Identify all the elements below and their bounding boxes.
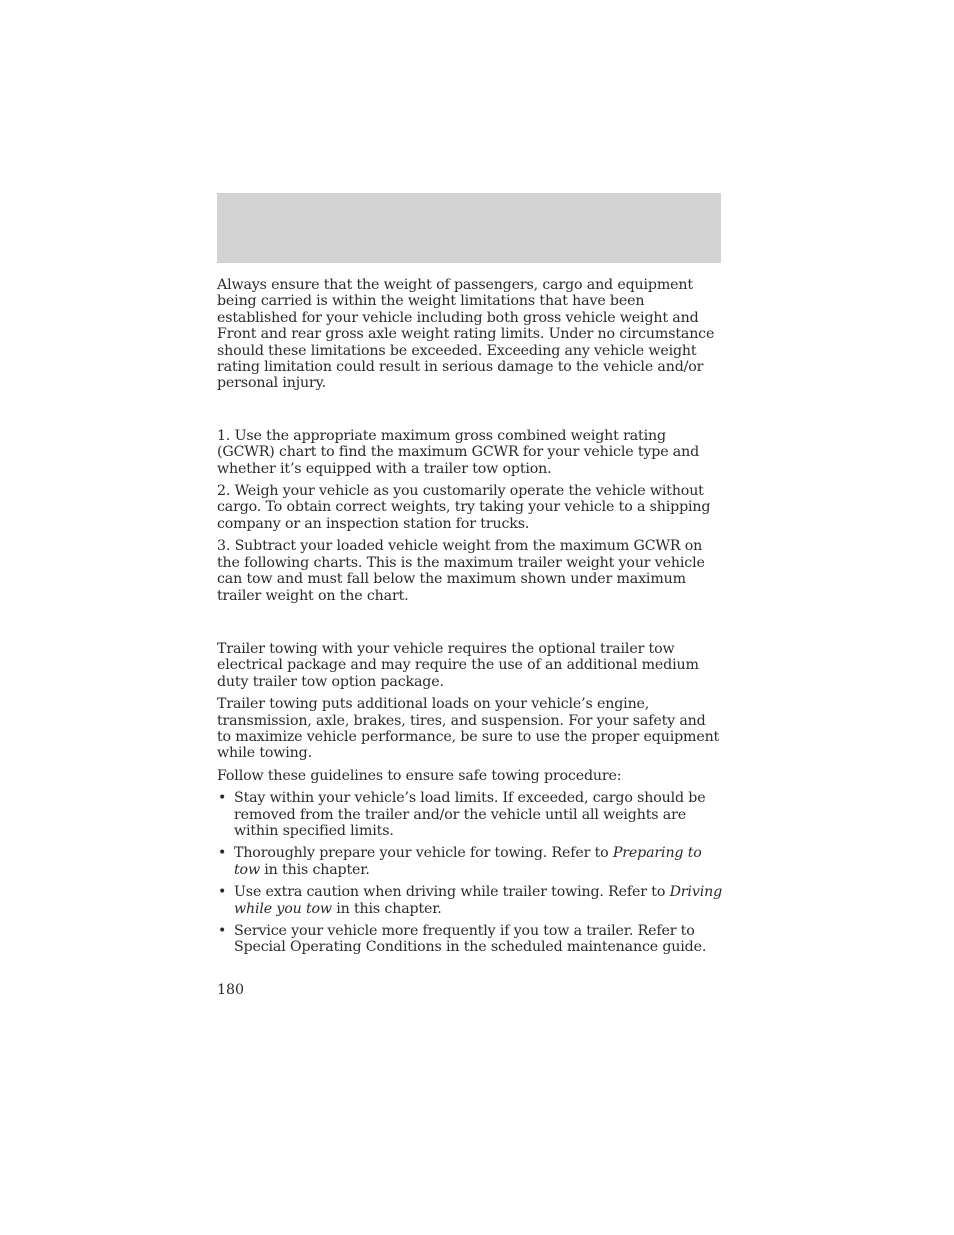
list-item-text: Service your vehicle more frequently if you tow a trailer. Refer to Special Operating Conditions in the scheduled maintenance guide.: [234, 923, 707, 956]
bullet-icon: •: [218, 884, 227, 901]
list-item-text: Stay within your vehicle’s load limits. If exceeded, cargo should be removed from the trailer and/or the vehicle until all weights are within specified limits.: [234, 790, 706, 839]
towing-paragraph-2: Trailer towing puts additional loads on your vehicle’s engine, transmission, axle, brakes, tires, and suspension. For your safety and to maximize vehicle performance, be sure to use the proper equipment while towing.: [217, 696, 720, 762]
step-3: 3. Subtract your loaded vehicle weight from the maximum GCWR on the following charts. This is the maximum trailer weight your vehicle can tow and must fall below the maximum shown under maximum trailer weight on the chart.: [217, 538, 705, 604]
towing-paragraph-3: Follow these guidelines to ensure safe towing procedure:: [217, 767, 622, 784]
page-content: [217, 277, 723, 962]
list-item: [217, 845, 723, 878]
intro-paragraph: Always ensure that the weight of passengers, cargo and equipment being carried is within the weight limitations that have been established for your vehicle including both gross vehicle weight and Front and rear gross axle weight rating limits. Under no circumstance should these limitations be exceeded. Exceeding any vehicle weight rating limitation could result in serious damage to the vehicle and/or personal injury.: [217, 277, 715, 392]
cross-reference: Driving while you tow: [234, 884, 722, 917]
list-item-text: in this chapter.: [331, 900, 442, 917]
list-item-text: in this chapter.: [259, 861, 370, 878]
page-number: 180: [217, 982, 245, 998]
section-gap: [217, 398, 723, 428]
towing-paragraph-1: Trailer towing with your vehicle requires the optional trailer tow electrical package and may require the use of an additional medium duty trailer tow option package.: [217, 640, 699, 690]
list-item: [217, 923, 723, 956]
cross-reference: Preparing to tow: [234, 845, 702, 878]
list-item-text: Thoroughly prepare your vehicle for towing. Refer to: [234, 845, 613, 862]
list-item: [217, 884, 723, 917]
bullet-icon: •: [218, 790, 227, 807]
section-header-bar: [217, 193, 721, 263]
list-item-text: Use extra caution when driving while trailer towing. Refer to: [234, 884, 670, 901]
step-1: 1. Use the appropriate maximum gross combined weight rating (GCWR) chart to find the maximum GCWR for your vehicle type and whether it’s equipped with a trailer tow option.: [217, 427, 700, 477]
list-item: [217, 790, 723, 839]
bullet-icon: •: [218, 923, 227, 939]
guidelines-list: [217, 790, 723, 956]
section-gap: [217, 610, 723, 641]
bullet-icon: •: [218, 845, 227, 862]
step-2: 2. Weigh your vehicle as you customarily operate the vehicle without cargo. To obtain correct weights, try taking your vehicle to a shipping company or an inspection station for trucks.: [217, 483, 711, 532]
